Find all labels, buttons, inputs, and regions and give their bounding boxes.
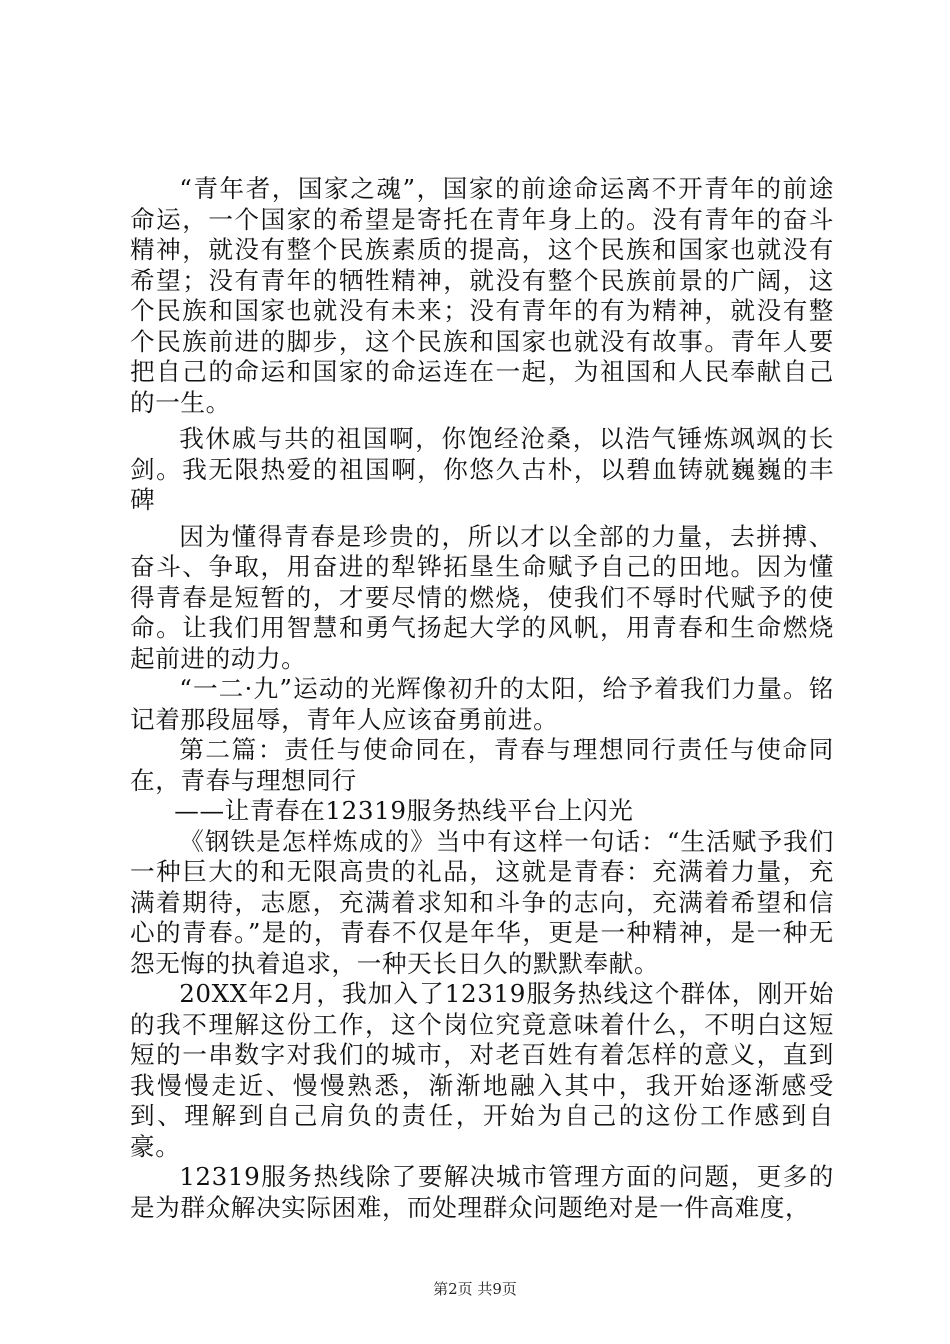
paragraph-steel-quote: 《钢铁是怎样炼成的》当中有这样一句话：“生活赋予我们一种巨大的和无限高贵的礼品，这就是青春：充满着力量，充满着期待，志愿，充满着求知和斗争的志向，充满着希望和信心的青春。”是的，青春不仅是年华，更是一种精神，是一种无怨无悔的执着追求，一种天长日久的默默奉献。 — [130, 826, 834, 978]
paragraph-youth-soul: “青年者，国家之魂”，国家的前途命运离不开青年的前途命运，一个国家的希望是寄托在青年身上的。没有青年的奋斗精神，就没有整个民族素质的提高，这个民族和国家也就没有希望；没有青年的牺牲精神，就没有整个民族前景的广阔，这个民族和国家也就没有未来；没有青年的有为精神，就没有整个民族前进的脚步，这个民族和国家也就没有故事。青年人要把自己的命运和国家的命运连在一起，为祖国和人民奉献自己的一生。 — [130, 174, 834, 417]
document-body — [130, 174, 834, 1223]
section-heading-part-two: 第二篇：责任与使命同在，青春与理想同行责任与使命同在，青春与理想同行 — [130, 735, 834, 795]
page-number-footer: 第2页 共9页 — [433, 1280, 517, 1298]
paragraph-december-ninth: “一二·九”运动的光辉像初升的太阳，给予着我们力量。铭记着那段屈辱，青年人应该奋勇前进。 — [130, 674, 834, 734]
paragraph-hotline-duty: 12319服务热线除了要解决城市管理方面的问题，更多的是为群众解决实际困难，而处理群众问题绝对是一件高难度， — [130, 1162, 834, 1222]
paragraph-cherish-youth: 因为懂得青春是珍贵的，所以才以全部的力量，去拼搏、奋斗、争取，用奋进的犁铧拓垦生命赋予自己的田地。因为懂得青春是短暂的，才要尽情的燃烧，使我们不辱时代赋予的使命。让我们用智慧和勇气扬起大学的风帆，用青春和生命燃烧起前进的动力。 — [130, 521, 834, 673]
paragraph-joined-hotline: 20XX年2月，我加入了12319服务热线这个群体，刚开始的我不理解这份工作，这个岗位究竟意味着什么，不明白这短短的一串数字对我们的城市，对老百姓有着怎样的意义，直到我慢慢走近、慢慢熟悉，渐渐地融入其中，我开始逐渐感受到、理解到自己肩负的责任，开始为自己的这份工作感到自豪。 — [130, 979, 834, 1161]
paragraph-motherland: 我休戚与共的祖国啊，你饱经沧桑，以浩气锤炼飒飒的长剑。我无限热爱的祖国啊，你悠久古朴，以碧血铸就巍巍的丰碑 — [130, 424, 834, 514]
section-subtitle: ——让青春在12319服务热线平台上闪光 — [174, 796, 634, 825]
